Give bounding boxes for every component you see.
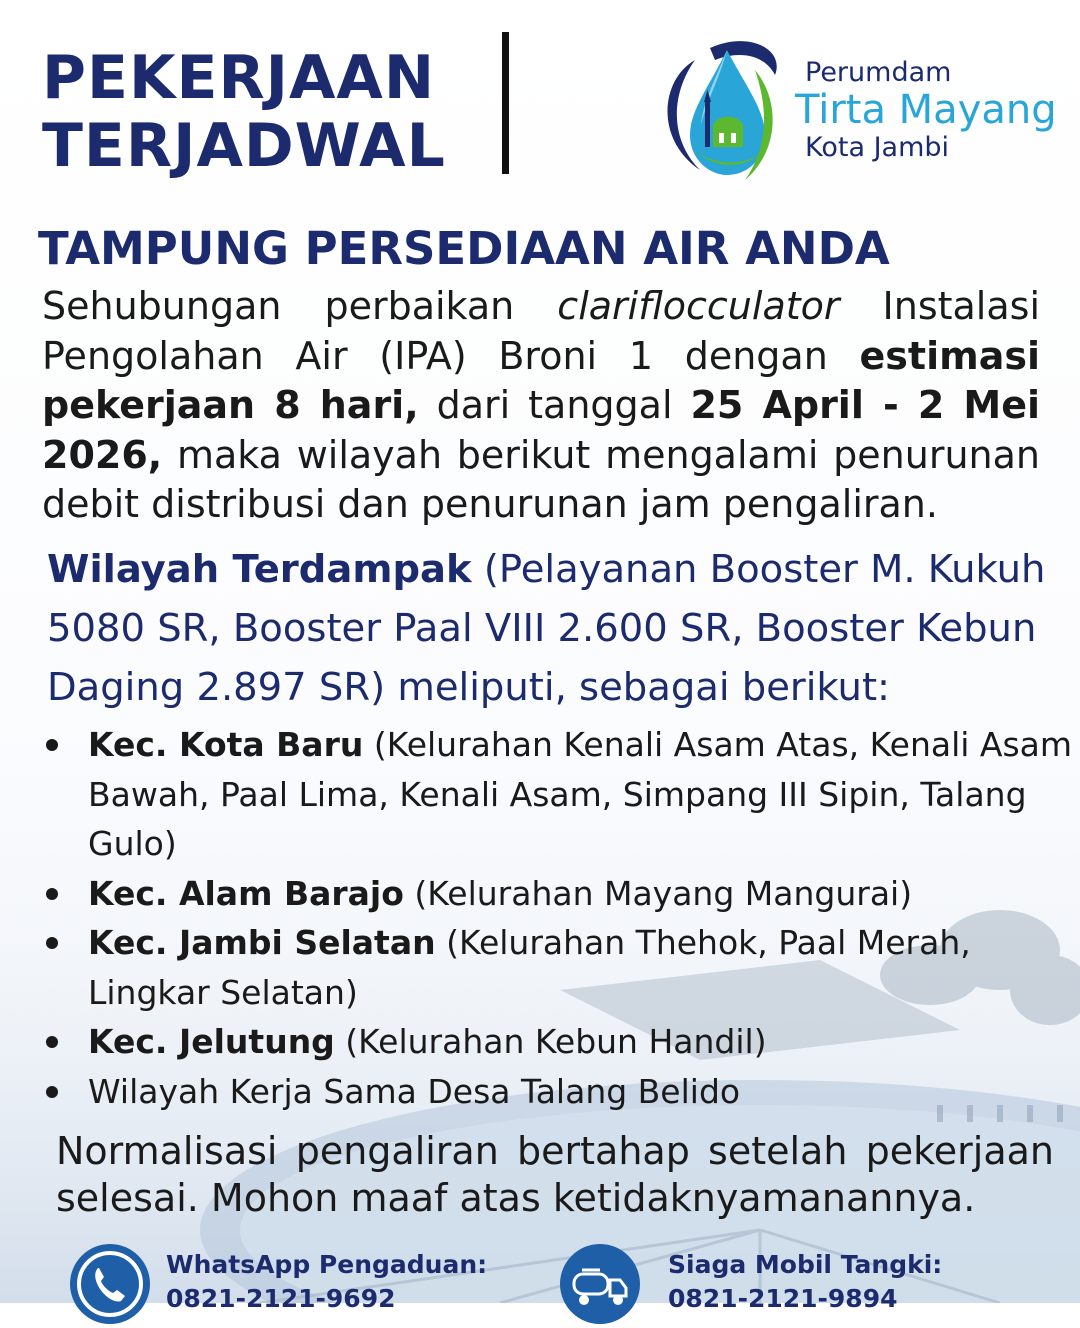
list-item: [40, 869, 1080, 919]
list-item: [40, 918, 1080, 1017]
brand-logo-text: [795, 58, 1057, 164]
affected-area-heading: [47, 540, 1057, 717]
district-detail: (Kelurahan Mayang Mangurai): [403, 873, 913, 913]
district-list: [40, 720, 1080, 1116]
page-title: [42, 44, 446, 180]
water-drop-swan-logo-icon: [655, 30, 795, 180]
closing-note: Normalisasi pengaliran bertahap setelah pekerjaan selesai. Mohon maaf atas ketidaknyamanannya.: [56, 1129, 1054, 1220]
district-name: Kec. Alam Barajo: [88, 873, 404, 913]
intro-text-3: dari tanggal: [418, 383, 691, 427]
list-item: [40, 720, 1080, 869]
intro-duration: estimasi pekerjaan 8 hari,: [42, 333, 1040, 427]
district-name: Kec. Jambi Selatan: [88, 923, 436, 962]
district-name: Kec. Kota Baru: [88, 725, 364, 764]
district-detail: (Kelurahan Kenali Asam Atas, Kenali Asam Bawah, Paal Lima, Kenali Asam, Simpang III Sipin, Talang Gulo): [88, 725, 1073, 863]
district-detail: (Kelurahan Thehok, Paal Merah, Lingkar Selatan): [88, 923, 971, 1012]
notice-intro: [42, 282, 1040, 530]
title-line-2: TERJADWAL: [42, 111, 446, 181]
affected-area-label: Wilayah Terdampak: [47, 547, 472, 592]
list-item: [40, 1017, 1080, 1067]
brand-line-1: Perumdam: [805, 57, 952, 88]
intro-date-range: 25 April - 2 Mei 2026,: [42, 383, 1040, 477]
tanker-number[interactable]: 0821-2121-9894: [668, 1284, 898, 1313]
brand-line-2: Tirta Mayang: [795, 87, 1057, 133]
brand-line-3: Kota Jambi: [805, 132, 950, 163]
tanker-label: Siaga Mobil Tangki:: [668, 1250, 943, 1279]
tanker-contact: [560, 1240, 980, 1313]
notice-title: TAMPUNG PERSEDIAAN AIR ANDA: [38, 222, 890, 275]
phone-icon: [70, 1244, 150, 1324]
district-detail: Wilayah Kerja Sama Desa Talang Belido: [88, 1071, 741, 1111]
intro-italic-term: clariflocculator: [557, 284, 840, 328]
intro-text-1: Sehubungan perbaikan: [42, 284, 558, 328]
whatsapp-contact: [70, 1240, 490, 1313]
district-detail: (Kelurahan Kebun Handil): [334, 1022, 767, 1061]
tanker-truck-icon: [560, 1244, 640, 1324]
header-divider: [502, 32, 509, 174]
intro-text-4: maka wilayah berikut mengalami penurunan debit distribusi dan penurunan jam pengaliran.: [42, 432, 1040, 526]
intro-text-2: Instalasi Pengolahan Air (IPA) Broni 1 dengan: [42, 284, 1040, 378]
affected-area-description: (Pelayanan Booster M. Kukuh 5080 SR, Booster Paal VIII 2.600 SR, Booster Kebun Daging 2.897 SR) meliputi, sebagai berikut:: [47, 547, 1046, 710]
list-item: [40, 1067, 1080, 1117]
whatsapp-number[interactable]: 0821-2121-9692: [166, 1284, 396, 1313]
title-line-1: PEKERJAAN: [42, 43, 436, 113]
district-name: Kec. Jelutung: [88, 1022, 335, 1061]
whatsapp-label: WhatsApp Pengaduan:: [166, 1250, 488, 1279]
